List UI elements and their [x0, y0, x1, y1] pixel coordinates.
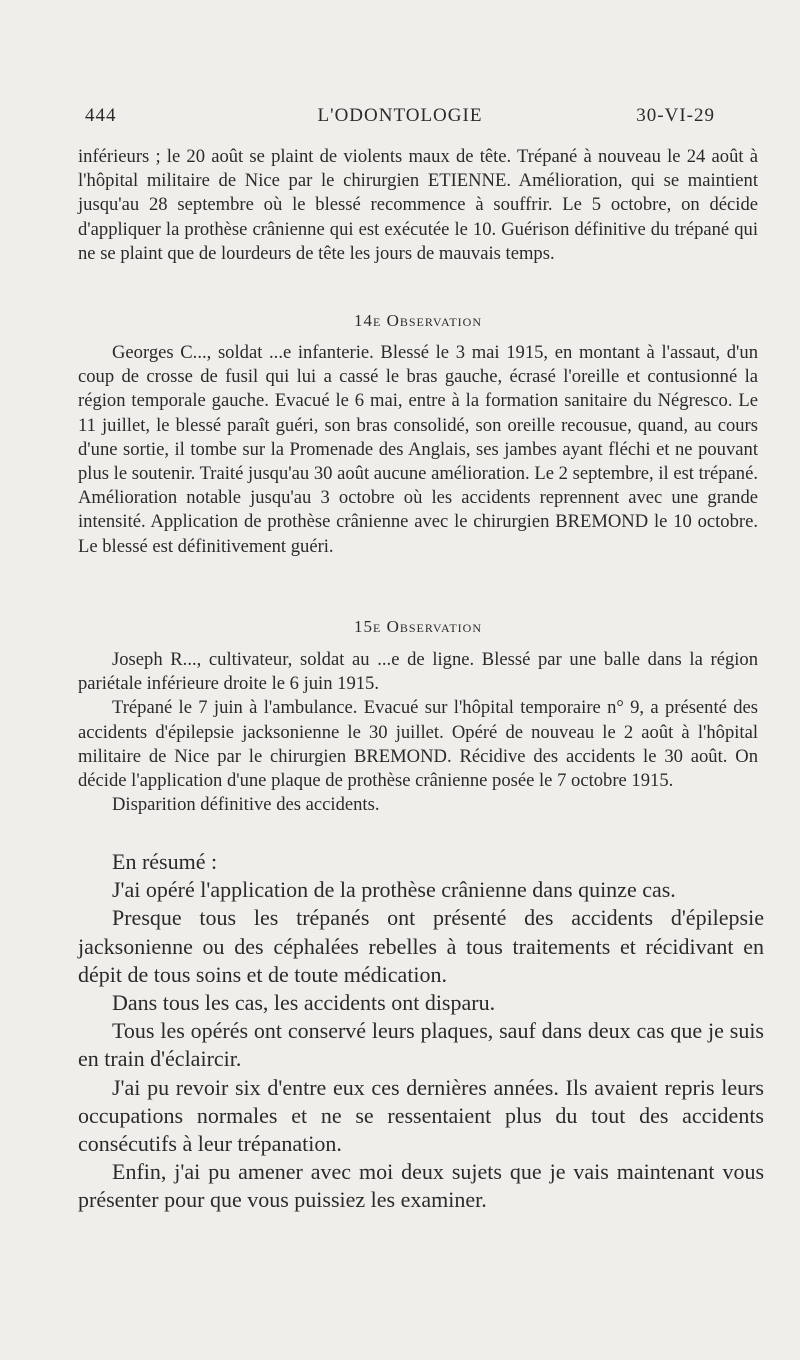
continued-case-text: [78, 145, 758, 266]
running-header: [85, 105, 715, 135]
paragraph: Enfin, j'ai pu amener avec moi deux sujets que je vais maintenant vous présenter pour que vous puissiez les examiner.: [78, 1159, 764, 1213]
paragraph: Joseph R..., cultivateur, soldat au ...e de ligne. Blessé par une balle dans la région pariétale inférieure droite le 6 juin 1915.: [78, 649, 758, 695]
page-number: 444: [85, 105, 117, 126]
paragraph: Dans tous les cas, les accidents ont disparu.: [112, 990, 496, 1016]
observation-14-heading: 14e Observation: [353, 311, 483, 330]
summary-intro: En résumé :: [112, 849, 218, 874]
observation-15-heading: 15e Observation: [353, 617, 483, 636]
summary-text: [78, 848, 764, 1215]
paragraph: Georges C..., soldat ...e infanterie. Blessé le 3 mai 1915, en montant à l'assaut, d'un coup de crosse de fusil qui lui a cassé le bras gauche, écrasé l'oreille et contusionné la région temporale gauche. Evacué le 6 mai, entre à la formation sanitaire du Négresco. Le 11 juillet, le blessé paraît guéri, son bras consolidé, son oreille recousue, quand, au cours d'une sortie, il tombe sur la Promenade des Anglais, ses jambes ayant fléchi et ne pouvant plus le soutenir. Traité jusqu'au 30 août aucune amélioration. Le 2 septembre, il est trépané. Amélioration notable jusqu'au 3 octobre où les accidents reprennent avec une grande intensité. Application de prothèse crânienne avec le chirurgien BREMOND le 10 octobre. Le blessé est définitivement guéri.: [78, 342, 758, 557]
paragraph: inférieurs ; le 20 août se plaint de violents maux de tête. Trépané à nouveau le 24 août à l'hôpital militaire de Nice par le chirurgien ETIENNE. Amélioration, qui se maintient jusqu'au 28 septembre où le blessé recommence à souffrir. Le 5 octobre, on décide d'appliquer la prothèse crânienne qui est exécutée le 10. Guérison définitive du trépané qui ne se plaint que de lourdeurs de tête les jours de mauvais temps.: [78, 146, 758, 264]
observation-15-text: [78, 648, 758, 817]
paragraph: J'ai pu revoir six d'entre eux ces dernières années. Ils avaient repris leurs occupations normales et ne se ressentaient plus du tout des accidents consécutifs à leur trépanation.: [78, 1074, 764, 1157]
paragraph: J'ai opéré l'application de la prothèse crânienne dans quinze cas.: [112, 877, 676, 903]
observation-14-text: [78, 341, 758, 559]
journal-title: L'ODONTOLOGIE: [317, 105, 483, 126]
paragraph: Trépané le 7 juin à l'ambulance. Evacué sur l'hôpital temporaire n° 9, a présenté des accidents d'épilepsie jacksonienne le 30 juillet. Opéré de nouveau le 2 août à l'hôpital militaire de Nice par le chirurgien BREMOND. Récidive des accidents le 30 août. On décide l'application d'une plaque de prothèse crânienne posée le 7 octobre 1915.: [78, 697, 758, 792]
issue-date: 30-VI-29: [636, 105, 715, 126]
paragraph: Presque tous les trépanés ont présenté des accidents d'épilepsie jacksonienne ou des céphalées rebelles à tous traitements et récidivant en dépit de tous soins et de toute médication.: [78, 905, 764, 987]
paragraph: Disparition définitive des accidents.: [112, 794, 380, 816]
paragraph: Tous les opérés ont conservé leurs plaques, sauf dans deux cas que je suis en train d'éclaircir.: [78, 1018, 764, 1072]
